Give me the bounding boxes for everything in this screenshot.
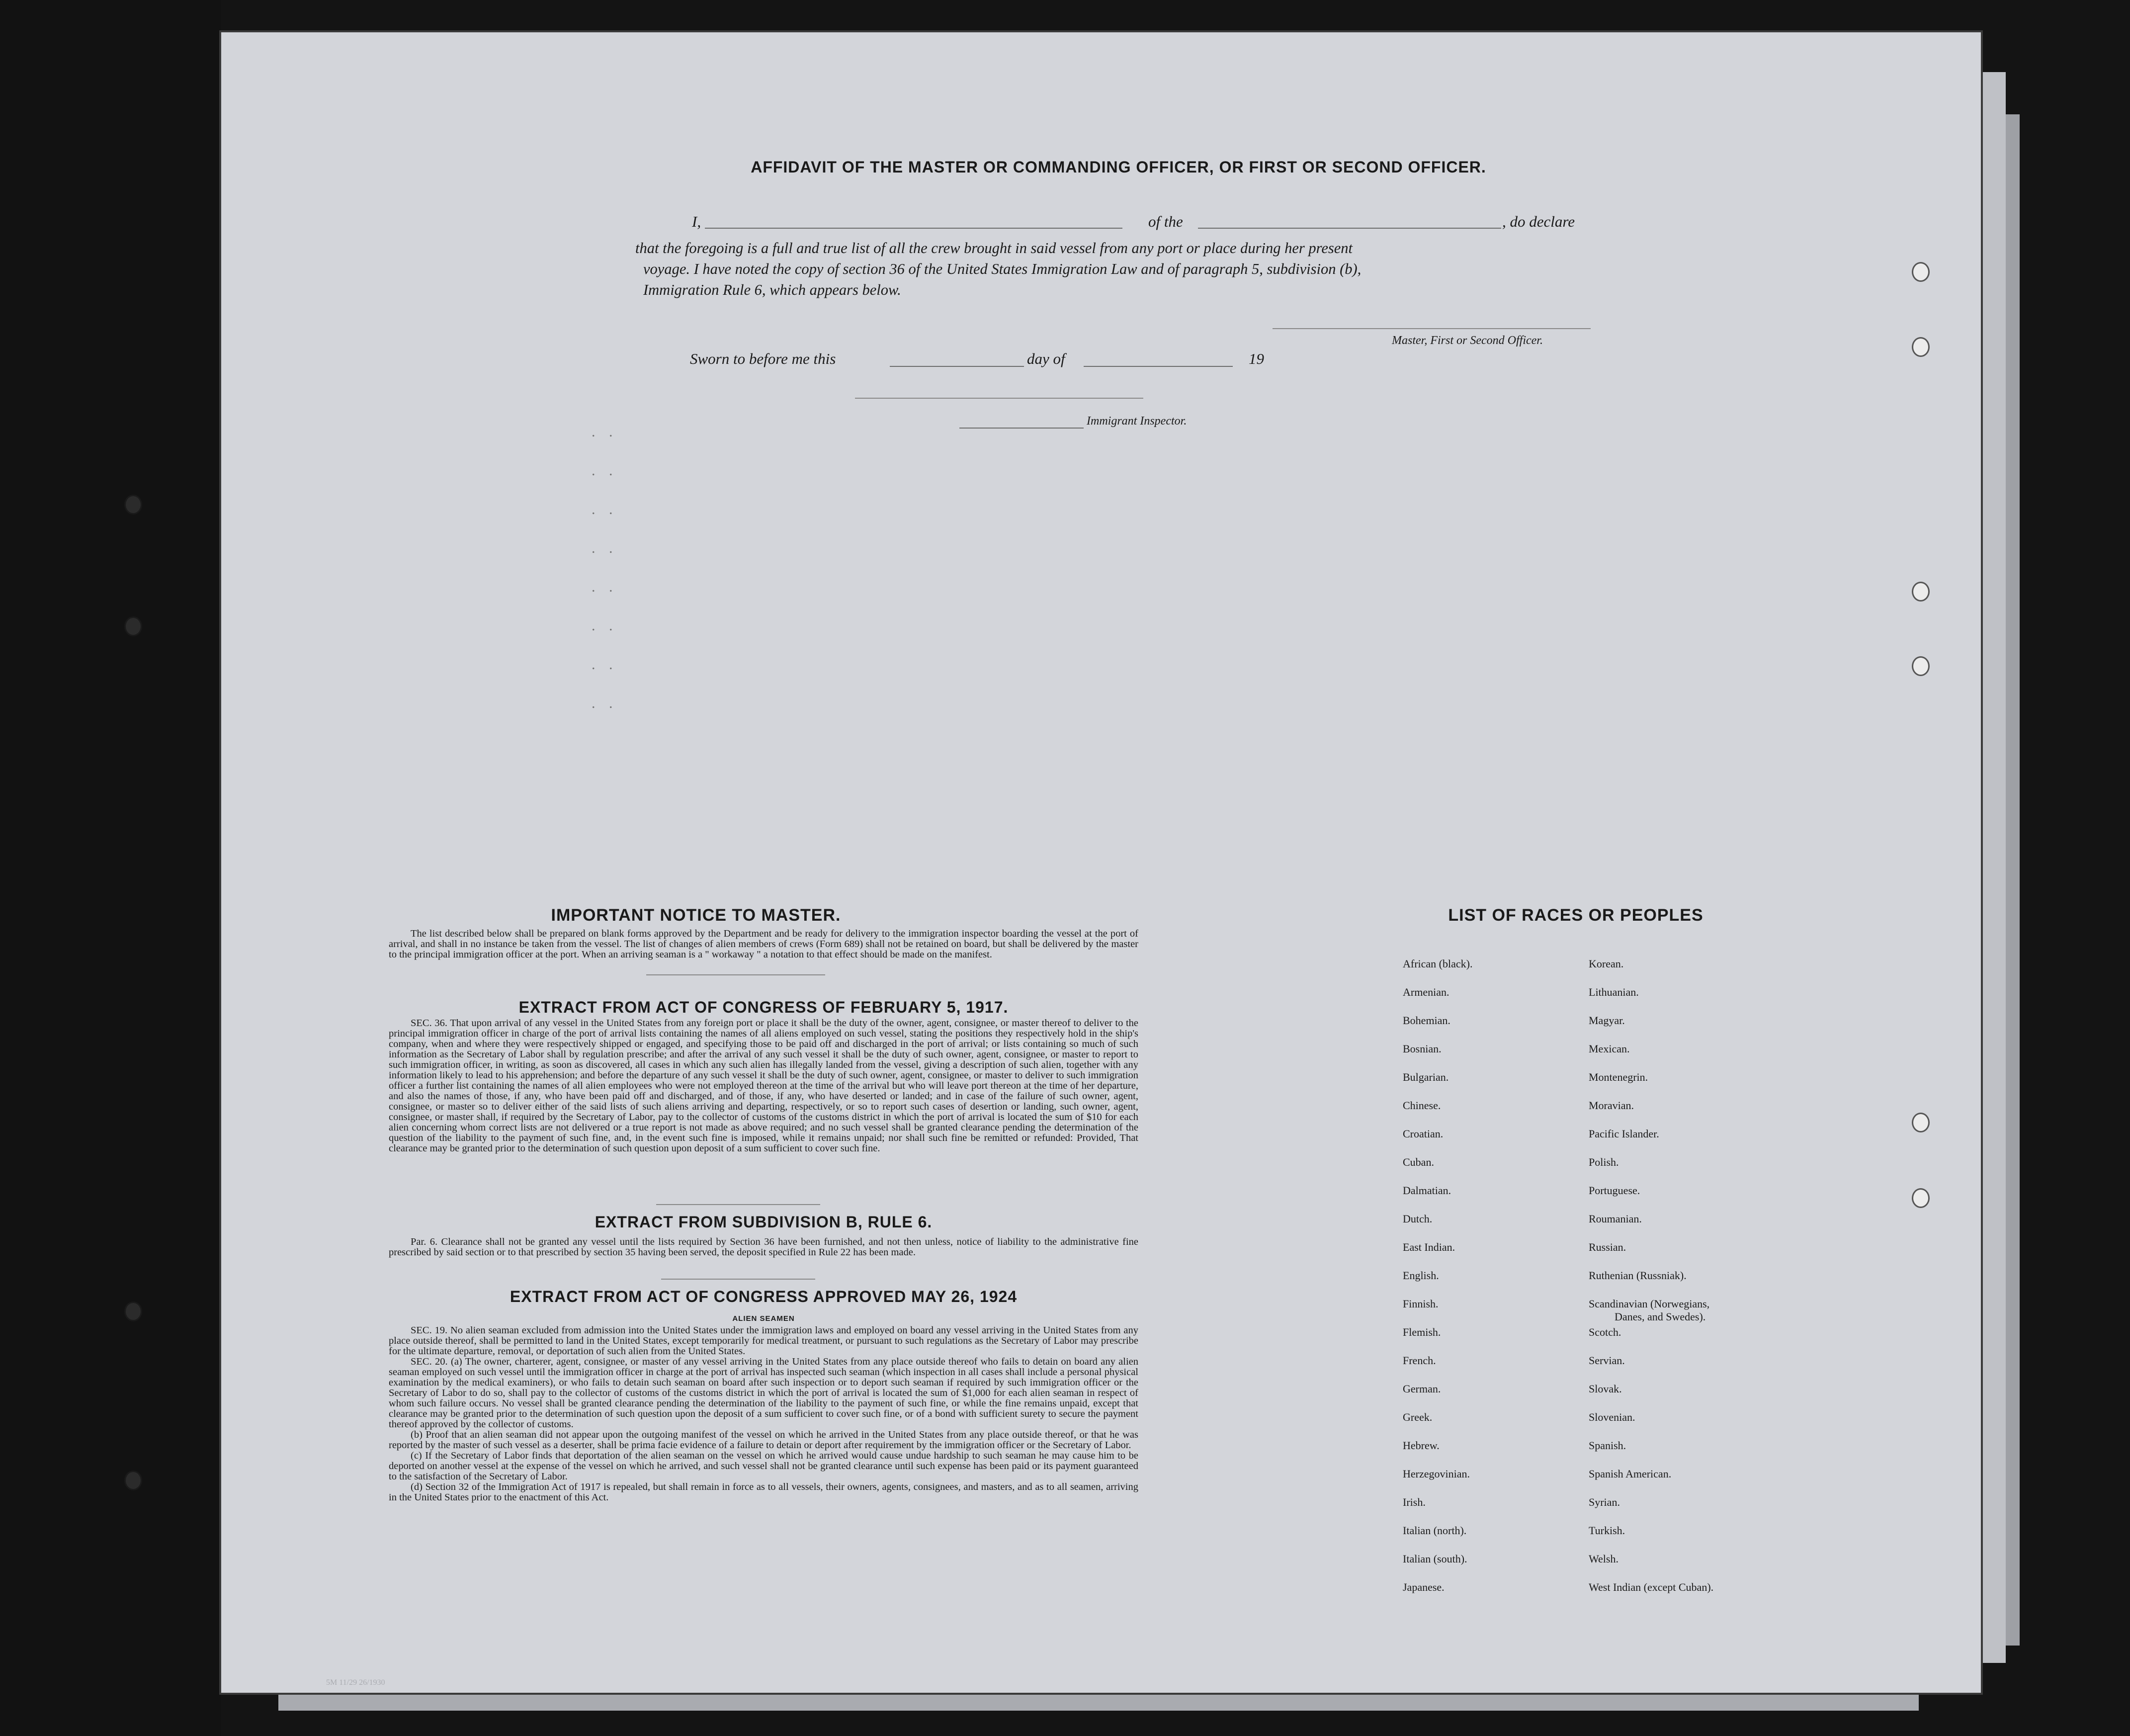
name-signature-line — [705, 228, 1122, 229]
affidavit-line-3: voyage. I have noted the copy of section 36 of the United States Immigration Law and of paragraph 5, subdivision (b), — [643, 260, 1362, 277]
race-item: Flemish. — [1403, 1326, 1441, 1338]
race-item: Portuguese. — [1589, 1184, 1640, 1197]
race-item: Servian. — [1589, 1354, 1625, 1367]
race-item: Lithuanian. — [1589, 986, 1639, 998]
binder-hole-left-3 — [124, 1302, 142, 1321]
race-item: Pacific Islander. — [1589, 1128, 1659, 1140]
race-item: French. — [1403, 1354, 1436, 1367]
race-item: English. — [1403, 1269, 1439, 1282]
vessel-name-line — [1198, 228, 1501, 229]
race-item: West Indian (except Cuban). — [1589, 1581, 1714, 1593]
race-item: Korean. — [1589, 957, 1624, 970]
extract-rule6-title: EXTRACT FROM SUBDIVISION B, RULE 6. — [595, 1213, 933, 1231]
race-item: Turkish. — [1589, 1524, 1625, 1537]
year-label: 19 — [1249, 350, 1264, 367]
race-item: Mexican. — [1589, 1042, 1630, 1055]
race-item: Irish. — [1403, 1496, 1426, 1508]
race-item: Montenegrin. — [1589, 1071, 1648, 1083]
section-20c-text: (c) If the Secretary of Labor finds that deportation of the alien seaman on the vessel on which he arrived would cause undue hardship to such seaman he may cause him to be deported on another vessel at the expense of the vessel on which he arrived, and such vessel shall not be granted clearance until such expense has been paid or its payment guaranteed to the satisfaction of the Secretary of Labor. — [389, 1450, 1138, 1482]
races-title: LIST OF RACES OR PEOPLES — [1448, 906, 1704, 925]
race-item: Moravian. — [1589, 1099, 1634, 1112]
race-item: African (black). — [1403, 957, 1473, 970]
master-signature-label: Master, First or Second Officer. — [1392, 334, 1543, 347]
race-item: Finnish. — [1403, 1298, 1439, 1310]
section-20a-text: SEC. 20. (a) The owner, charterer, agent, consignee, or master of any vessel arriving in the United States from any place outside thereof who fails to detain on board any alien seaman employed on such vessel until the immigration officer in charge at the port of arrival has inspected such seaman (which inspection in all cases shall include a personal physical examination by the medical examiners), or who fails to detain such seaman on board after such inspection or to deport such seaman if required by such immigration officer or the Secretary of Labor to do so, shall pay to the collector of customs of the customs district in which the port of arrival is located the sum of $1,000 for each alien seaman in respect of whom such failure occurs. No vessel shall be granted clearance pending the determination of the liability to the payment of such fine, or while the fine remains unpaid, except that clearance may be granted prior to the determination of such question upon the deposit of a sum sufficient to cover such fine, or of a bond with sufficient surety to secure the payment thereof approved by the collector of customs. — [389, 1356, 1138, 1430]
race-item: Russian. — [1589, 1241, 1626, 1253]
race-item: Magyar. — [1589, 1014, 1625, 1027]
extract-1917-text: SEC. 36. That upon arrival of any vessel in the United States from any foreign port or place it shall be the duty of the owner, agent, consignee, or master thereof to deliver to the principal immigration officer in charge of the port of arrival lists containing the names of all aliens employed on such vessel, stating the positions they respectively hold in the ship's company, when and where they were respectively shipped or engaged, and specifying those to be paid off and discharged in the port of arrival; or lists containing so much of such information as the Secretary of Labor shall by regulation prescribe; and after the arrival of any such vessel it shall be the duty of such owner, agent, consignee, or master to report to such immigration officer, in writing, as soon as discovered, all cases in which any such alien has illegally landed from the vessel, giving a description of such alien, together with any information likely to lead to his apprehension; and before the departure of any such vessel it shall be the duty of such owner, agent, consignee, or master to deliver to such immigration officer a further list containing the names of all alien employees who were not employed thereon at the time of the arrival but who will leave port thereon at the time of her departure, and also the names of those, if any, who have been paid off and discharged, and of those, if any, who have deserted or landed; and in case of the failure of such owner, agent, consignee, or master so to deliver either of the said lists of such aliens arriving and departing, respectively, or so to report such cases of desertion or landing, such owner, agent, consignee, or master shall, if required by the Secretary of Labor, pay to the collector of customs of the customs district in which the port of arrival is located the sum of $10 for each alien concerning whom correct lists are not delivered or a true report is not made as above required; and no such vessel shall be granted clearance pending the determination of the question of the liability to the payment of such fine, and, in the event such fine is imposed, while it remains unpaid; nor shall such fine be remitted or refunded: Provided, That clearance may be granted prior to the determination of such question upon deposit of a sum sufficient to cover such fine. — [389, 1018, 1138, 1154]
affidavit-of-the-label: of the — [1148, 213, 1183, 230]
affidavit-do-declare: , do declare — [1502, 213, 1575, 230]
binder-hole-right-5 — [1912, 1113, 1930, 1132]
race-item: Italian (north). — [1403, 1524, 1467, 1537]
extract-1924-subtitle: ALIEN SEAMEN — [732, 1314, 795, 1323]
binder-hole-left-4 — [124, 1471, 142, 1490]
race-item: Bulgarian. — [1403, 1071, 1449, 1083]
race-item: Greek. — [1403, 1411, 1433, 1423]
inspector-signature-line — [959, 428, 1084, 429]
race-item: Slovenian. — [1589, 1411, 1635, 1423]
race-item: Croatian. — [1403, 1128, 1444, 1140]
race-item: Slovak. — [1589, 1383, 1622, 1395]
race-item: Dutch. — [1403, 1213, 1433, 1225]
race-item: Dalmatian. — [1403, 1184, 1451, 1197]
race-item: Scotch. — [1589, 1326, 1621, 1338]
binder-hole-right-2 — [1912, 337, 1930, 357]
race-item: Cuban. — [1403, 1156, 1434, 1168]
race-item: Spanish. — [1589, 1439, 1626, 1452]
race-item: Syrian. — [1589, 1496, 1620, 1508]
section-19-text: SEC. 19. No alien seaman excluded from admission into the United States under the immigration laws and employed on board any vessel arriving in the United States from any place outside thereof, shall be permitted to land in the United States, except temporarily for medical treatment, or pursuant to such regulations as the Secretary of Labor may prescribe for the ultimate departure, removal, or deportation of such alien from the United States. — [389, 1325, 1138, 1357]
binder-hole-right-6 — [1912, 1188, 1930, 1208]
binder-hole-right-1 — [1912, 262, 1930, 282]
race-item: Bohemian. — [1403, 1014, 1450, 1027]
race-item: Polish. — [1589, 1156, 1619, 1168]
race-item: Welsh. — [1589, 1553, 1619, 1565]
race-item: Herzegovinian. — [1403, 1468, 1470, 1480]
section-20b-text: (b) Proof that an alien seaman did not appear upon the outgoing manifest of the vessel on which he arrived in the United States from any place outside thereof, or that he was reported by the master of such vessel as a deserter, shall be prima facie evidence of a failure to detain or deport after requirement by the immigration officer or the Secretary of Labor. — [389, 1429, 1138, 1451]
tally-dots: . . . . . . . . . . . . . . . . — [592, 424, 618, 711]
affidavit-title: AFFIDAVIT OF THE MASTER OR COMMANDING OFFICER, OR FIRST OR SECOND OFFICER. — [751, 158, 1486, 176]
binder-hole-left-1 — [124, 495, 142, 515]
notice-text: The list described below shall be prepared on blank forms approved by the Department and be ready for delivery to the immigration inspector boarding the vessel at the port of arrival, and shall in no instance be taken from the vessel. The list of changes of alien members of crews (Form 689) shall not be retained on board, but shall be delivered by the master to the principal immigration officer at the port. When an arriving seaman is a " workaway " a notation to that effect should be made on the manifest. — [389, 928, 1138, 960]
notice-title: IMPORTANT NOTICE TO MASTER. — [551, 906, 841, 925]
sworn-month-line — [1084, 366, 1233, 367]
day-of-label: day of — [1027, 350, 1065, 367]
extract-1924-title: EXTRACT FROM ACT OF CONGRESS APPROVED MAY 26, 1924 — [510, 1288, 1018, 1305]
inspector-label: Immigrant Inspector. — [1087, 415, 1187, 428]
affidavit-line-4: Immigration Rule 6, which appears below. — [643, 281, 901, 298]
race-item: East Indian. — [1403, 1241, 1455, 1253]
binder-hole-right-3 — [1912, 582, 1930, 602]
race-item: Italian (south). — [1403, 1553, 1467, 1565]
race-item: Roumanian. — [1589, 1213, 1642, 1225]
binder-hole-right-4 — [1912, 656, 1930, 676]
race-item: Hebrew. — [1403, 1439, 1440, 1452]
form-number: 5M 11/29 26/1930 — [326, 1678, 385, 1687]
race-item: Spanish American. — [1589, 1468, 1672, 1480]
extract-1917-title: EXTRACT FROM ACT OF CONGRESS OF FEBRUARY 5, 1917. — [518, 998, 1009, 1016]
sworn-label: Sworn to before me this — [690, 350, 836, 367]
master-signature-line — [1273, 328, 1591, 329]
race-item: Scandinavian (Norwegians, — [1589, 1298, 1710, 1310]
race-item: Chinese. — [1403, 1099, 1441, 1112]
affidavit-i-label: I, — [692, 213, 701, 230]
sworn-day-line — [890, 366, 1024, 367]
affidavit-line-2: that the foregoing is a full and true list of all the crew brought in said vessel from any port or place during her present — [635, 240, 1353, 257]
race-item: German. — [1403, 1383, 1441, 1395]
divider-2 — [656, 1204, 820, 1205]
inspector-upper-line — [855, 398, 1143, 399]
race-item: Japanese. — [1403, 1581, 1445, 1593]
extract-rule6-text: Par. 6. Clearance shall not be granted any vessel until the lists required by Section 36 have been furnished, and not then unless, notice of liability to the administrative fine prescribed by said section or to that prescribed by section 35 having been served, the deposit specified in Rule 22 has been made. — [389, 1236, 1138, 1258]
race-item: Bosnian. — [1403, 1042, 1442, 1055]
race-item-continuation: Danes, and Swedes). — [1615, 1310, 1706, 1323]
extract-1924-body — [389, 1325, 1138, 1503]
section-20d-text: (d) Section 32 of the Immigration Act of 1917 is repealed, but shall remain in force as to all vessels, their owners, agents, consignees, and masters, and as to all seamen, arriving in the United States prior to the enactment of this Act. — [389, 1481, 1138, 1503]
divider-3 — [661, 1279, 815, 1280]
binder-hole-left-2 — [124, 616, 142, 636]
divider-1 — [646, 974, 825, 975]
race-item: Armenian. — [1403, 986, 1449, 998]
race-item: Ruthenian (Russniak). — [1589, 1269, 1687, 1282]
